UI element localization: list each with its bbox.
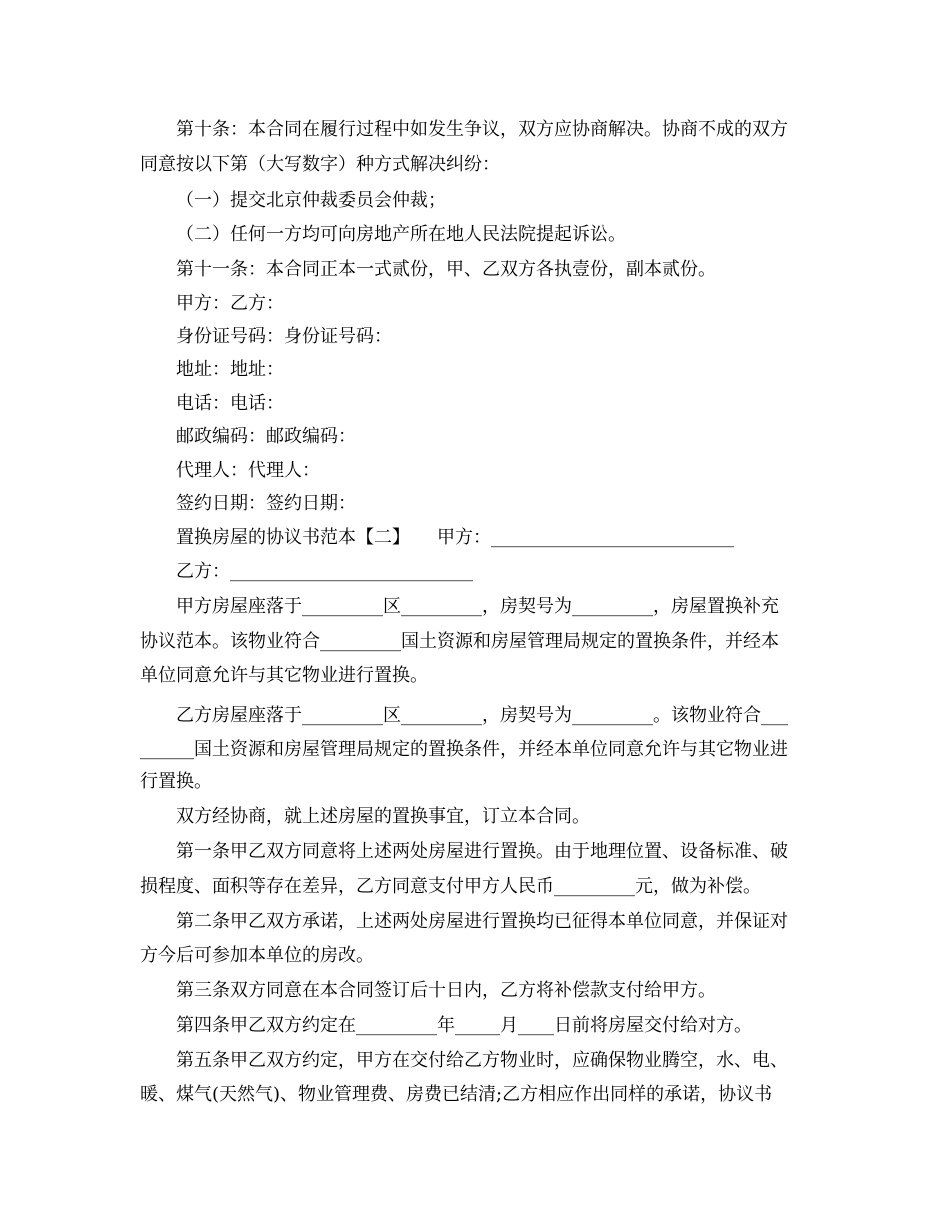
paragraph-article-5: 第五条甲乙双方约定，甲方在交付给乙方物业时，应确保物业腾空，水、电、 xyxy=(176,1050,788,1071)
signature-id-number: 身份证号码：身份证号码： xyxy=(176,326,392,347)
paragraph-party-a-house-end: 单位同意允许与其它物业进行置换。 xyxy=(140,665,428,686)
paragraph-article-3: 第三条双方同意在本合同签订后十日内，乙方将补偿款支付给甲方。 xyxy=(176,980,716,1001)
paragraph-party-a-house-cont: 协议范本。该物业符合_________国土资源和房屋管理局规定的置换条件，并经本 xyxy=(140,631,779,652)
paragraph-party-b-house: 乙方房屋座落于_________区_________，房契号为_________。该物业符合___ xyxy=(176,705,788,726)
option-arbitration: （一）提交北京仲裁委员会仲裁； xyxy=(176,190,446,211)
party-b-line: 乙方：___________________________ xyxy=(176,561,473,582)
paragraph-party-a-house: 甲方房屋座落于_________区_________，房契号为_________，房屋置换补充 xyxy=(176,596,779,617)
paragraph-article-4: 第四条甲乙双方约定在_________年_____月____日前将房屋交付给对方。 xyxy=(176,1015,752,1036)
paragraph-article-10-cont: 同意按以下第（大写数字）种方式解决纠纷： xyxy=(140,154,500,175)
section-title-sample-two: 置换房屋的协议书范本【二】 甲方：___________________________ xyxy=(176,527,734,548)
signature-agent: 代理人：代理人： xyxy=(176,460,320,481)
option-litigation: （二）任何一方均可向房地产所在地人民法院提起诉讼。 xyxy=(176,224,626,245)
paragraph-article-11: 第十一条：本合同正本一式贰份，甲、乙双方各执壹份，副本贰份。 xyxy=(176,259,716,280)
signature-postcode: 邮政编码：邮政编码： xyxy=(176,426,356,447)
signature-date: 签约日期：签约日期： xyxy=(176,493,356,514)
paragraph-agreement-intro: 双方经协商，就上述房屋的置换事宜，订立本合同。 xyxy=(176,806,590,827)
paragraph-article-1-cont: 损程度、面积等存在差异，乙方同意支付甲方人民币_________元，做为补偿。 xyxy=(140,876,761,897)
signature-party: 甲方：乙方： xyxy=(176,293,284,314)
signature-phone: 电话：电话： xyxy=(176,393,284,414)
paragraph-party-b-house-end: 行置换。 xyxy=(140,771,212,792)
paragraph-article-5-cont: 暖、煤气(天然气)、物业管理费、房费已结清;乙方相应作出同样的承诺，协议书 xyxy=(140,1084,773,1105)
paragraph-article-2: 第二条甲乙双方承诺，上述两处房屋进行置换均已征得本单位同意，并保证对 xyxy=(176,911,788,932)
paragraph-party-b-house-cont: ______国土资源和房屋管理局规定的置换条件，并经本单位同意允许与其它物业进 xyxy=(140,739,788,760)
paragraph-article-1: 第一条甲乙双方同意将上述两处房屋进行置换。由于地理位置、设备标准、破 xyxy=(176,841,788,862)
signature-address: 地址：地址： xyxy=(176,359,284,380)
paragraph-article-10: 第十条：本合同在履行过程中如发生争议，双方应协商解决。协商不成的双方 xyxy=(176,119,788,140)
paragraph-article-2-cont: 方今后可参加本单位的房改。 xyxy=(140,945,374,966)
